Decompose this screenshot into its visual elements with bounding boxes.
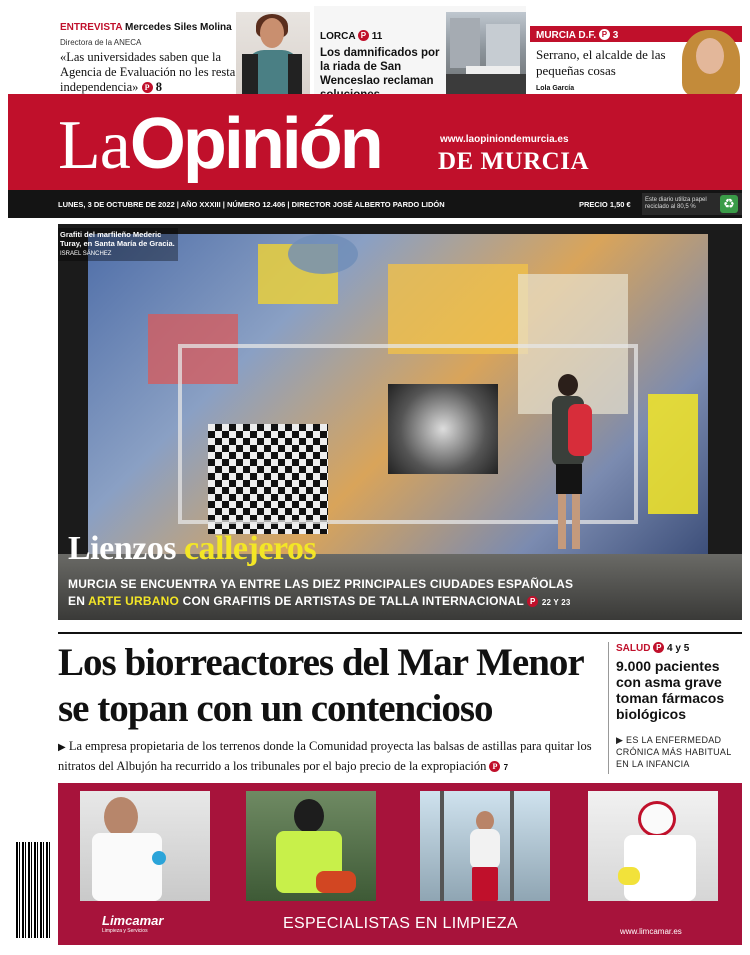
ad-logo: Limcamar Limpieza y Servicios xyxy=(102,913,164,934)
page-ref: 11 xyxy=(371,31,383,42)
side-subline: ▶ ES LA ENFERMEDAD CRÓNICA MÁS HABITUAL EN LA INFANCIA xyxy=(616,735,732,769)
recycle-notice xyxy=(642,193,742,215)
page-ref: 7 xyxy=(503,763,509,772)
lead-headline[interactable]: Los biorreactores del Mar Menor se topan con un contencioso xyxy=(58,641,583,730)
teaser-kicker: MURCIA D.F. P 3 xyxy=(536,30,619,41)
photo-caption: Grafiti del marfileño Mederic Turay, en Santa María de Gracia. ISRAEL SÁNCHEZ xyxy=(58,228,178,261)
teaser-quote: «Las universidades saben que la Agencia de Evaluación no les resta independencia» P 8 xyxy=(60,50,236,94)
page-ref: 8 xyxy=(155,80,162,94)
teaser-headline: Los damnificados por la riada de San Wenceslao reclaman xyxy=(320,47,440,87)
ad-photo-gardener xyxy=(246,791,376,901)
ad-photo-cleaner xyxy=(80,791,210,901)
photo-headline: Lienzos callejeros xyxy=(68,530,317,567)
top-teasers xyxy=(58,6,742,94)
ad-photo-window-cleaner xyxy=(420,791,550,901)
teaser-headline: Serrano, el alcalde de las pequeñas cosas xyxy=(536,47,666,78)
teaser-murcia-df[interactable] xyxy=(530,6,742,94)
photo-credit: ISRAEL SÁNCHEZ xyxy=(60,251,112,257)
ad-photo-disinfection xyxy=(588,791,718,901)
interviewee-role: Directora de la ANECA xyxy=(60,38,142,47)
advertisement[interactable] xyxy=(58,783,742,945)
website-url[interactable]: www.laopiniondemurcia.es xyxy=(440,134,569,145)
circled-p-icon: P xyxy=(489,761,500,772)
columnist-photo xyxy=(680,20,742,94)
page-ref: 22 Y 23 xyxy=(541,598,571,607)
byline: Lola García xyxy=(536,85,575,92)
issue-info: LUNES, 3 DE OCTUBRE DE 2022 | AÑO XXXIII | NÚMERO 12.406 | DIRECTOR JOSÉ ALBERTO PARDO LIDÓN xyxy=(58,200,445,209)
visitor-figure xyxy=(546,374,590,554)
circled-p-icon: P xyxy=(358,30,369,41)
teaser-lorca[interactable] xyxy=(314,6,526,94)
mural-photo xyxy=(88,234,708,554)
circled-p-icon: P xyxy=(653,642,664,653)
recycle-text: Este diario utiliza papel reciclado al 80,5 % xyxy=(645,197,707,210)
interviewee-photo xyxy=(236,12,310,94)
protest-photo xyxy=(446,12,526,94)
ad-url[interactable]: www.limcamar.es xyxy=(620,927,682,936)
side-kicker: SALUD P 4 y 5 xyxy=(616,643,690,654)
ad-slogan: ESPECIALISTAS EN LIMPIEZA xyxy=(283,915,518,932)
main-photo-story[interactable] xyxy=(58,224,742,620)
side-headline: 9.000 pacientes con asma grave toman fármacos biológicos xyxy=(616,658,725,722)
date-bar xyxy=(8,190,742,218)
column-divider xyxy=(608,642,609,774)
triangle-right-icon: ▶ xyxy=(58,742,66,753)
lead-summary: ▶ La empresa propietaria de los terrenos donde la Comunidad proyecta las balsas de astillas para quitar los nitratos del Albujón ha recurrido a los tribunales por el bajo precio de la expropiación P 7 xyxy=(58,739,592,773)
barcode xyxy=(16,842,50,938)
circled-p-icon: P xyxy=(599,29,610,40)
circled-p-icon: P xyxy=(142,82,153,93)
newspaper-logo[interactable]: LaOpinión xyxy=(58,104,381,184)
photo-subheadline: MURCIA SE ENCUENTRA YA ENTRE LAS DIEZ PRINCIPALES CIUDADES ESPAÑOLAS EN ARTE URBANO CON GRAFITIS DE ARTISTAS DE TALLA INTERNACIONAL P 22 Y 23 xyxy=(68,577,574,608)
teaser-kicker: LORCA P 11 xyxy=(320,31,383,42)
edition-city: DE MURCIA xyxy=(438,148,590,175)
masthead xyxy=(8,94,742,190)
teaser-entrevista[interactable] xyxy=(58,6,310,94)
page-ref: 4 y 5 xyxy=(667,643,690,654)
divider xyxy=(58,632,742,634)
circled-p-icon: P xyxy=(527,596,538,607)
teaser-kicker: ENTREVISTA Mercedes Siles Molina xyxy=(60,22,232,33)
page-ref: 3 xyxy=(612,30,619,41)
interviewee-name: Mercedes Siles Molina xyxy=(125,22,232,33)
triangle-right-icon: ▶ xyxy=(616,735,627,745)
recycle-icon: ♻ xyxy=(720,195,738,213)
price: PRECIO 1,50 € xyxy=(579,200,631,209)
